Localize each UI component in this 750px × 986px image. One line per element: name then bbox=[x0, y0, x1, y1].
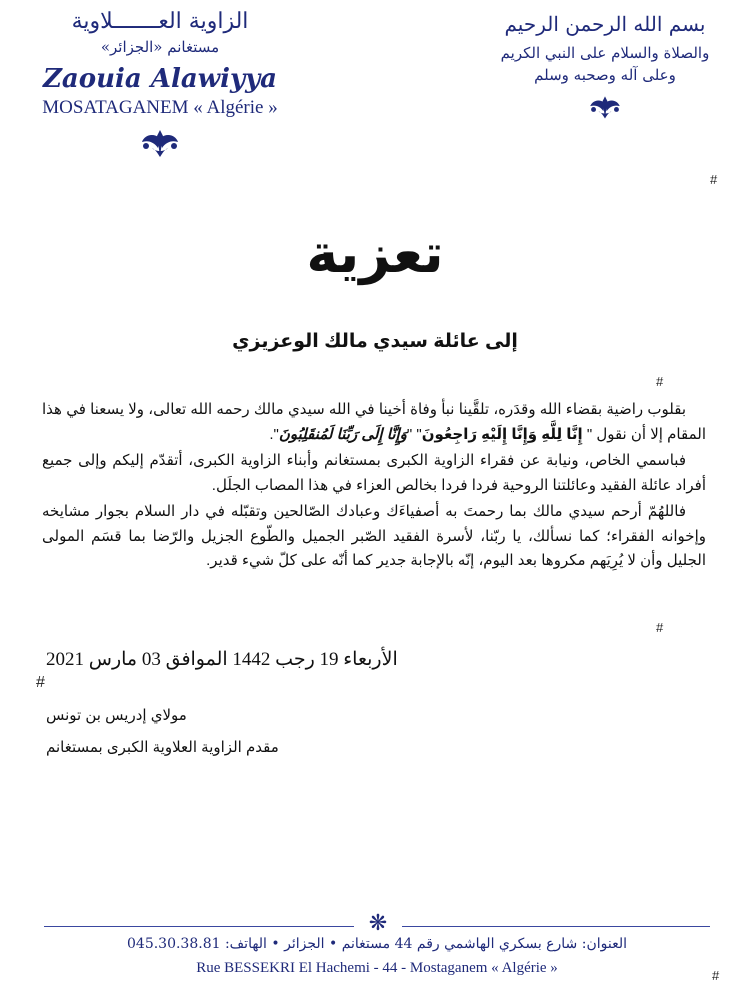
paragraph-1-end: ". bbox=[269, 425, 279, 443]
footer-address-arabic: العنوان: شارع بسكري الهاشمي رقم 44 مستغانم • الجزائر • الهاتف: 045.30.38.81 bbox=[127, 936, 627, 952]
quran-verse-1: إِنَّا لِلَّهِ وَإِنَّا إِلَيْهِ رَاجِعُونَ bbox=[421, 425, 583, 443]
zaouia-latin-city: MOSATAGANEM « Algérie » bbox=[42, 97, 278, 118]
blessing-line-1: والصلاة والسلام على النبي الكريم bbox=[500, 44, 710, 62]
footer-rule-right bbox=[402, 926, 710, 927]
letterhead bbox=[0, 0, 712, 180]
star-ornament-icon: ❋ bbox=[368, 910, 388, 935]
signatory-title: مقدم الزاوية العلاوية الكبرى بمستغانم bbox=[46, 739, 279, 756]
condolence-body bbox=[42, 398, 706, 574]
footer-address-french: Rue BESSEKRI El Hachemi - 44 - Mostaganem « Algérie » bbox=[196, 960, 558, 976]
paragraph-3: فاللهُمّ أرحم سيدي مالك بما رحمتَ به أصفياءَك وعبادك الصّالحين وتقبّله في دار السلام بجوار مشايخه وإخوانه الفقراء؛ كما نسألك، يا ربّنا، لأسرة الفقيد الصّبر الجميل والطّوع الجزيل والرّضا بما قسَم المولى الجليل وأن لا يُرِيَهم مكروها بعد اليوم، إنّه بالإجابة جدير كما أنّه على كلّ شيء قدير. bbox=[42, 503, 706, 569]
paragraph-2: فباسمي الخاص، ونيابة عن فقراء الزاوية الكبرى بمستغانم وأبناء الزاوية الكبرى، أتقدّم إليكم وإلى جميع أفراد عائلة الفقيد وعائلتنا الروحية فردا فردا بخالص العزاء في هذا المصاب الجلَل. bbox=[42, 452, 706, 494]
zaouia-latin-name: Zaouia Alawiyya bbox=[42, 64, 278, 94]
hash-marker: # bbox=[710, 172, 718, 187]
zaouia-arabic-city: مستغانم «الجزائر» bbox=[100, 38, 220, 56]
paragraph-1 bbox=[42, 398, 706, 447]
quran-verse-2: وَإِنَّا إِلَى رَبِّنَا لَمُنقَلِبُونَ bbox=[278, 425, 407, 443]
footer bbox=[44, 912, 710, 986]
basmala: بسم الله الرحمن الرحيم bbox=[504, 12, 706, 36]
letterhead-right-block bbox=[490, 6, 720, 120]
quote-separator: " " bbox=[406, 425, 422, 443]
paragraph-1-line-1: بقلوب راضية بقضاء الله وقدَره، تلقَّينا نبأ وفاة أخينا في الله سيدي مالك رحمه الله تعالى، ولا يسعنا في هذا المقام bbox=[42, 401, 706, 443]
hash-marker: # bbox=[712, 968, 720, 983]
paragraph-1-prefix: إلا أن نقول " bbox=[582, 425, 663, 443]
footer-rule-left bbox=[44, 926, 354, 927]
date-line: الأربعاء 19 رجب 1442 الموافق 03 مارس 2021 bbox=[46, 649, 398, 670]
zaouia-arabic-name: الزاوية العـــــــلاوية bbox=[71, 9, 249, 34]
recipient-line: إلى عائلة سيدي مالك الوعزيزي bbox=[232, 331, 518, 352]
ornament-icon bbox=[138, 128, 182, 158]
hash-marker: # bbox=[656, 620, 664, 635]
ornament-icon bbox=[587, 94, 623, 120]
blessing-line-2: وعلى آله وصحبه وسلم bbox=[534, 66, 676, 84]
letterhead-left-block bbox=[40, 8, 280, 158]
document-title: تعزية bbox=[306, 222, 444, 285]
signatory-name: مولاي إدريس بن تونس bbox=[46, 707, 187, 724]
hash-marker: # bbox=[656, 374, 664, 389]
hash-marker: # bbox=[36, 674, 45, 691]
